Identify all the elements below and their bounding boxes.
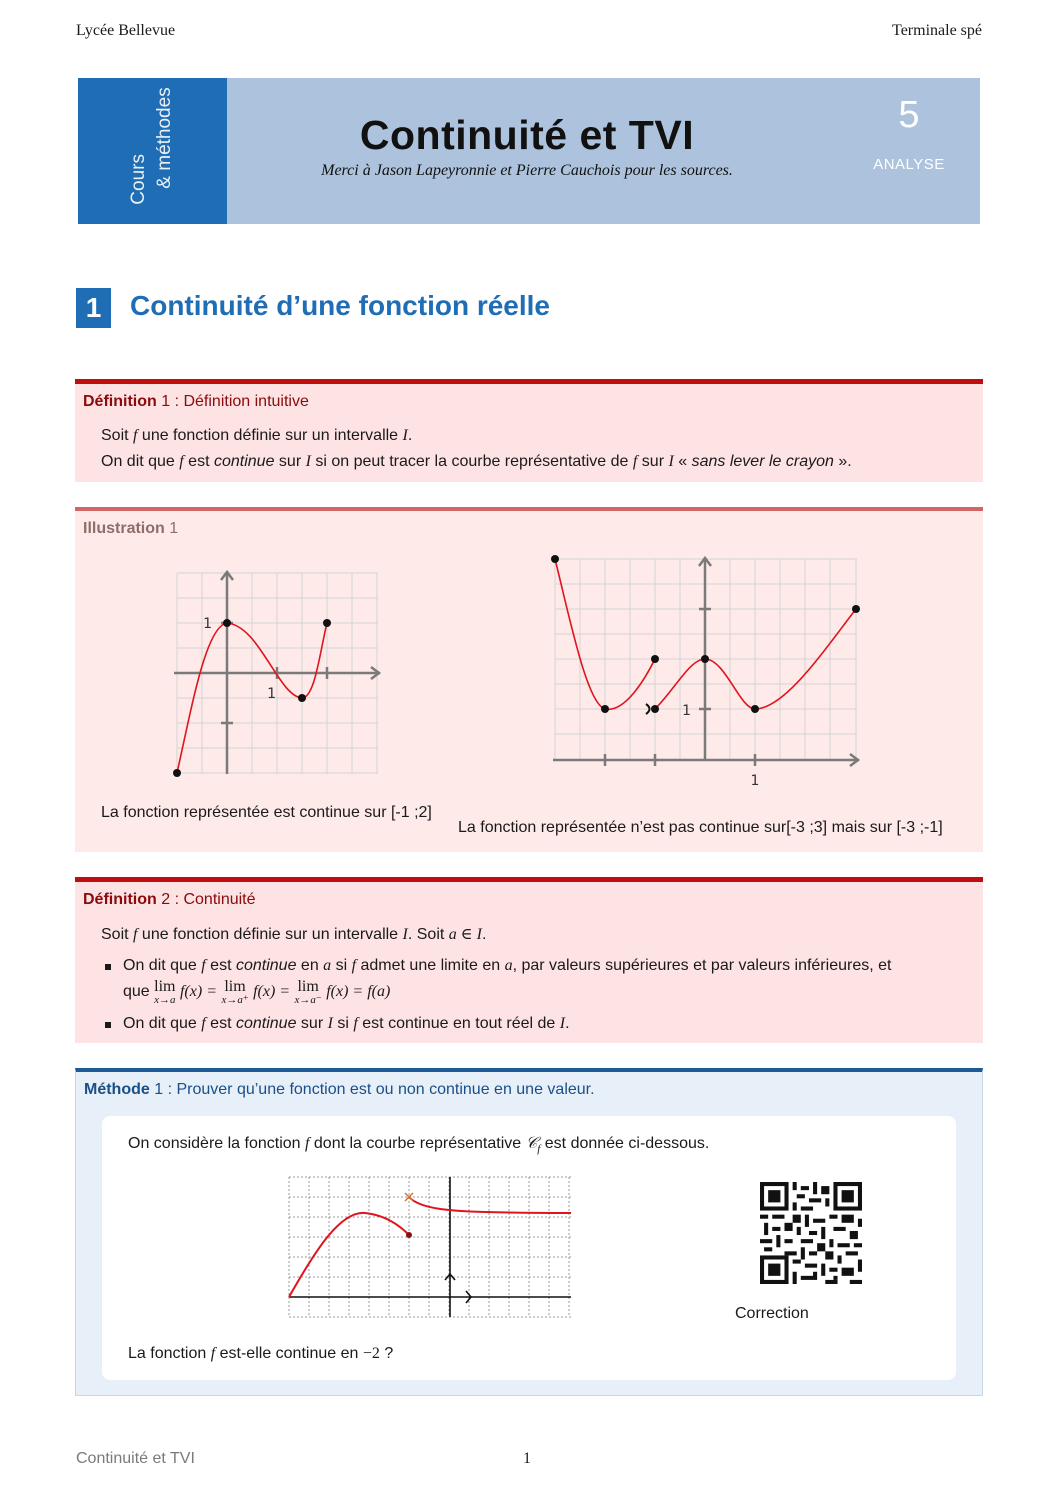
graph-continuous-point xyxy=(223,619,231,627)
qr-caption: Correction xyxy=(735,1305,809,1322)
definition-2-heading: Définition 2 : Continuité xyxy=(83,891,256,908)
illustration-caption-left: La fonction représentée est continue sur [-1 ;2] xyxy=(101,804,432,821)
method-1-content xyxy=(102,1116,956,1380)
method-1-box xyxy=(75,1068,983,1396)
method-graph xyxy=(285,1171,575,1321)
definition-2-bullet-1: On dit que f est continue en a si f admet une limite en a, par valeurs supérieures et par valeurs inférieures, et que lim x→a f(x) = lim x→a⁺ f(x) = lim x→a⁻ f(x) = f(a) xyxy=(101,953,963,1011)
definition-2-bullet-2: On dit que f est continue sur I si f est continue en tout réel de I. xyxy=(101,1011,963,1037)
graph-discontinuous-tick-y: 1 xyxy=(682,703,691,719)
footer-title: Continuité et TVI xyxy=(76,1450,195,1467)
definition-2-label: Définition xyxy=(83,891,157,908)
chapter-banner xyxy=(78,78,980,224)
chapter-title: Continuité et TVI xyxy=(359,112,695,158)
method-graph-closed-point xyxy=(406,1232,412,1238)
graph-continuous-tick-x: 1 xyxy=(267,686,276,702)
definition-2-box xyxy=(75,877,983,1043)
graph-continuous xyxy=(170,566,385,781)
graph-discontinuous xyxy=(545,549,865,804)
banner-side-panel xyxy=(78,78,227,224)
definition-1-title: Définition intuitive xyxy=(183,393,309,410)
definition-1-label: Définition xyxy=(83,393,157,410)
method-1-number: 1 xyxy=(154,1081,164,1098)
definition-1-number: 1 xyxy=(161,393,171,410)
illustration-caption-right: La fonction représentée n’est pas continue sur[-3 ;3] mais sur [-3 ;-1] xyxy=(458,819,943,836)
graph-continuous-point xyxy=(323,619,331,627)
definition-2-bullets xyxy=(101,953,963,1037)
footer-page-number: 1 xyxy=(523,1450,531,1467)
definition-1-line1: Soit f une fonction définie sur un intervalle I. xyxy=(101,427,413,444)
graph-continuous-tick-y: 1 xyxy=(203,616,212,632)
chapter-subtitle: Merci à Jason Lapeyronnie et Pierre Cauchois pour les sources. xyxy=(321,162,733,179)
method-graph-curve-right xyxy=(409,1197,571,1213)
qr-code-icon[interactable] xyxy=(760,1182,862,1284)
definition-2-line1: Soit f une fonction définie sur un intervalle I. Soit a ∈ I. xyxy=(101,926,487,943)
header-level: Terminale spé xyxy=(892,22,982,39)
graph-discontinuous-point xyxy=(751,705,759,713)
graph-discontinuous-point xyxy=(701,655,709,663)
graph-discontinuous-point xyxy=(852,605,860,613)
section-number: 1 xyxy=(76,288,111,328)
graph-continuous-point xyxy=(173,769,181,777)
graph-discontinuous-point xyxy=(651,705,659,713)
method-1-label: Méthode xyxy=(84,1081,150,1098)
chapter-category: ANALYSE xyxy=(873,156,945,173)
graph-continuous-point xyxy=(298,694,306,702)
header-school: Lycée Bellevue xyxy=(76,22,176,39)
illustration-1-box xyxy=(75,507,983,852)
method-1-heading: Méthode 1 : Prouver qu’une fonction est ou non continue en une valeur. xyxy=(84,1081,595,1098)
banner-side-line2: & méthodes xyxy=(154,87,175,189)
definition-1-heading: Définition 1 : Définition intuitive xyxy=(83,393,309,410)
method-1-title: Prouver qu’une fonction est ou non continue en une valeur. xyxy=(176,1081,595,1098)
banner-side-text xyxy=(126,87,178,214)
limit-formula: que lim x→a f(x) = lim x→a⁺ f(x) = lim x→a⁻ f(x) = f(a) xyxy=(123,978,391,1006)
illustration-1-number: 1 xyxy=(169,520,179,537)
definition-1-line2: On dit que f est continue sur I si on peut tracer la courbe représentative de f sur I « sans lever le crayon ». xyxy=(101,453,852,470)
graph-discontinuous-point xyxy=(551,555,559,563)
illustration-1-heading xyxy=(83,520,178,538)
chapter-number: 5 xyxy=(898,94,920,136)
definition-2-number: 2 xyxy=(161,891,171,908)
illustration-1-label: Illustration xyxy=(83,520,165,537)
section-title: Continuité d’une fonction réelle xyxy=(130,290,550,321)
graph-discontinuous-point xyxy=(651,655,659,663)
method-1-intro: On considère la fonction f dont la courbe représentative 𝒞$_f$ est donnée ci-dessous. xyxy=(128,1135,710,1156)
graph-discontinuous-tick-x: 1 xyxy=(750,773,760,789)
method-1-question: La fonction f est-elle continue en −2 ? xyxy=(128,1345,394,1362)
graph-discontinuous-point xyxy=(601,705,609,713)
banner-side-line1: Cours xyxy=(128,154,149,205)
definition-2-title: Continuité xyxy=(183,891,256,908)
definition-1-box xyxy=(75,379,983,482)
